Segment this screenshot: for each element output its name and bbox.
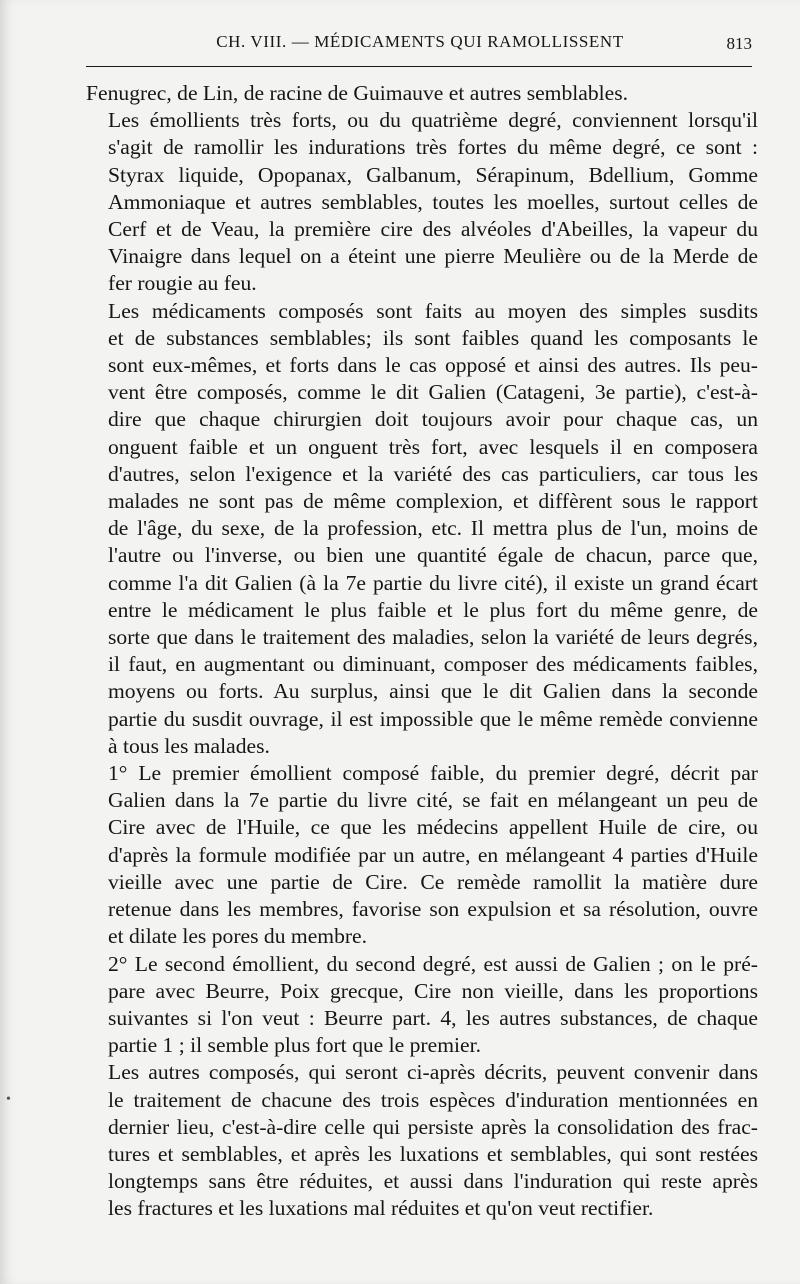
text-line: Les autres composés, qui seront ci-après décrits, peuvent convenir dans (108, 1060, 758, 1085)
text-line: Cire avec de l'Huile, ce que les médecins appellent Huile de cire, ou (108, 815, 758, 840)
text-line: 1° Le premier émollient composé faible, du premier degré, décrit par (108, 761, 758, 786)
text-line: suivantes si l'on veut : Beurre part. 4, les autres substances, de chaque (108, 1005, 758, 1030)
running-head: CH. VIII. — MÉDICAMENTS QUI RAMOLLISSENT (216, 32, 624, 51)
text-line: et de substances semblables; ils sont faibles quand les composants le (108, 325, 758, 350)
text-line: onguent faible et un onguent très fort, avec lesquels il en composera (108, 434, 758, 459)
text-line: il faut, en augmentant ou diminuant, composer des médicaments faibles, (108, 652, 758, 677)
text-line: partie 1 ; il semble plus fort que le premier. (108, 1033, 481, 1058)
text-line: dire que chaque chirurgien doit toujours avoir pour chaque cas, un (108, 407, 758, 432)
text-line: vieille avec une partie de Cire. Ce remède ramollit la matière dure (108, 869, 758, 894)
text-line: Les émollients très forts, ou du quatrième degré, conviennent lorsqu'il (108, 108, 758, 133)
page-header (86, 30, 754, 56)
text-line: d'après la formule modifiée par un autre, en mélangeant 4 parties d'Huile (108, 842, 758, 867)
text-line: Galien dans la 7e partie du livre cité, se fait en mélangeant un peu de (108, 788, 758, 813)
page-number: 813 (726, 34, 752, 53)
text-line: de l'âge, du sexe, de la profession, etc. Il mettra plus de l'un, moins de (108, 516, 758, 541)
text-line: Cerf et de Veau, la première cire des alvéoles d'Abeilles, la vapeur du (108, 217, 758, 242)
paragraph (86, 298, 758, 760)
text-line: Vinaigre dans lequel on a éteint une pierre Meulière ou de la Merde de (108, 244, 758, 269)
text-line: malades ne sont pas de même complexion, et diffèrent sous le rapport (108, 489, 758, 514)
text-line: les fractures et les luxations mal réduites et qu'on veut rectifier. (108, 1196, 654, 1221)
text-line: Styrax liquide, Opopanax, Galbanum, Sérapinum, Bdellium, Gomme (108, 162, 758, 187)
paragraph (86, 1059, 758, 1222)
paragraph (86, 760, 758, 950)
text-line: entre le médicament le plus faible et le plus fort du même genre, de (108, 597, 758, 622)
text-line: le traitement de chacune des trois espèces d'induration mentionnées en (108, 1087, 758, 1112)
text-line: moyens ou forts. Au surplus, ainsi que le dit Galien dans la seconde (108, 679, 758, 704)
paragraph (86, 80, 758, 107)
text-line: comme l'a dit Galien (à la 7e partie du livre cité), il existe un grand écart (108, 570, 758, 595)
text-line: sorte que dans le traitement des maladies, selon la variété de leurs degrés, (108, 625, 758, 650)
text-line: retenue dans les membres, favorise son expulsion et sa résolution, ouvre (108, 897, 758, 922)
margin-speck: • (6, 1092, 11, 1107)
text-line: tures et semblables, et après les luxations et semblables, qui sont restées (108, 1141, 758, 1166)
text-line: fer rougie au feu. (108, 271, 257, 296)
text-line: longtemps sans être réduites, et aussi dans l'induration qui reste après (108, 1169, 758, 1194)
text-line: l'autre ou l'inverse, ou bien une quantité égale de chacun, parce que, (108, 543, 758, 568)
body-text (86, 80, 758, 1223)
text-line: pare avec Beurre, Poix grecque, Cire non vieille, dans les proportions (108, 978, 758, 1003)
paragraph (86, 107, 758, 297)
text-line: à tous les malades. (108, 733, 270, 758)
text-line: partie du susdit ouvrage, il est impossible que le même remède convienne (108, 706, 758, 731)
text-line: Les médicaments composés sont faits au moyen des simples susdits (108, 298, 758, 323)
text-line: et dilate les pores du membre. (108, 924, 368, 949)
header-rule (86, 66, 752, 67)
text-line: sont eux-mêmes, et forts dans le cas opposé et ainsi des autres. Ils peu- (108, 353, 758, 378)
text-line: d'autres, selon l'exigence et la variété des cas particuliers, car tous les (108, 461, 758, 486)
text-line: Ammoniaque et autres semblables, toutes les moelles, surtout celles de (108, 189, 758, 214)
paragraph (86, 951, 758, 1060)
text-line: Fenugrec, de Lin, de racine de Guimauve et autres semblables. (86, 81, 629, 105)
text-line: s'agit de ramollir les indurations très fortes du même degré, ce sont : (108, 135, 758, 160)
text-line: dernier lieu, c'est-à-dire celle qui persiste après la consolidation des frac- (108, 1114, 758, 1139)
text-line: vent être composés, comme le dit Galien (Catageni, 3e partie), c'est-à- (108, 380, 758, 405)
text-line: 2° Le second émollient, du second degré, est aussi de Galien ; on le pré- (108, 951, 758, 976)
